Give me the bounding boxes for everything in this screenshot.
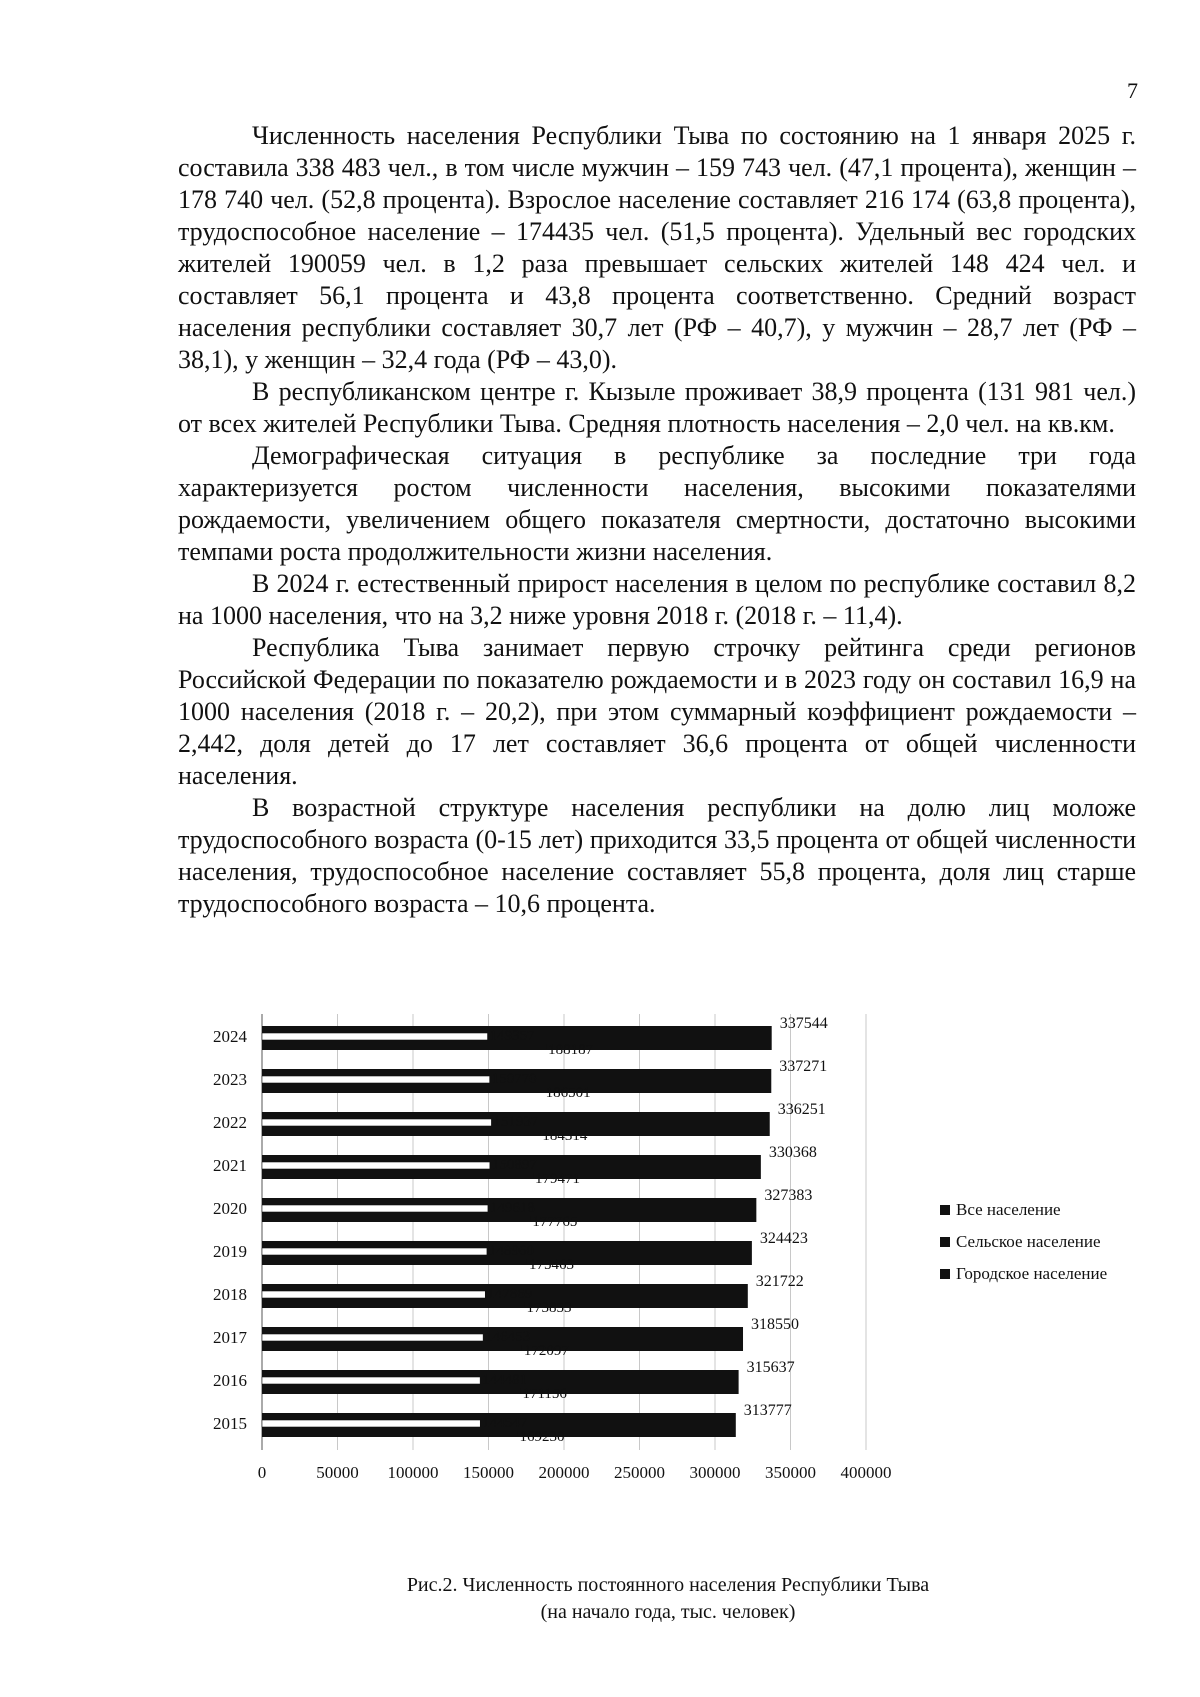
- data-label-rural: 147869: [487, 1286, 533, 1302]
- x-tick-label: 250000: [614, 1463, 665, 1482]
- legend-item-all: [940, 1200, 1107, 1220]
- data-label-rural: 144547: [482, 1415, 528, 1431]
- figure-caption: [0, 1572, 1200, 1626]
- bar-rural-population: [262, 1033, 488, 1040]
- bar-urban-population: [262, 1345, 522, 1350]
- paragraph: Республика Тыва занимает первую строчку рейтинга среди регионов Российской Федерации по показателю рождаемости и в 2023 году он составил 16,9 на 1000 населения (2018 г. – 20,2), при этом суммарный коэффициент рождаемости – 2,442, доля детей до 17 лет составляет 36,6 процента от общей численности населения.: [178, 633, 1136, 790]
- bar-rural-population: [262, 1291, 485, 1298]
- legend-swatch-icon: [940, 1205, 950, 1215]
- legend-swatch-icon: [940, 1237, 950, 1247]
- y-category-label: 2021: [213, 1156, 247, 1175]
- bar-urban-population: [262, 1044, 546, 1049]
- legend-swatch-icon: [940, 1269, 950, 1279]
- bar-urban-population: [262, 1130, 540, 1135]
- legend-label: Все население: [956, 1200, 1061, 1219]
- bar-urban-population: [262, 1388, 520, 1393]
- paragraph: Демографическая ситуация в республике за последние три года характеризуется ростом численности населения, высокими показателями рождаемости, увеличением общего показателя смертности, достаточно высокими темпами роста продолжительности жизни населения.: [178, 441, 1136, 566]
- data-label-urban: 172097: [523, 1343, 569, 1359]
- chart-legend: [940, 1200, 1107, 1296]
- data-label-urban: 171156: [522, 1386, 567, 1402]
- y-category-label: 2015: [213, 1414, 247, 1433]
- bar-urban-population: [262, 1087, 544, 1092]
- x-tick-label: 400000: [840, 1463, 892, 1482]
- data-label-urban: 173853: [526, 1300, 572, 1316]
- x-tick-label: 100000: [387, 1463, 439, 1482]
- bar-rural-population: [262, 1420, 480, 1427]
- bar-rural-population: [262, 1377, 480, 1384]
- y-category-label: 2024: [213, 1027, 247, 1046]
- y-category-label: 2023: [213, 1070, 247, 1089]
- y-category-label: 2018: [213, 1285, 247, 1304]
- bar-urban-population: [262, 1173, 533, 1178]
- legend-label: Городское население: [956, 1264, 1108, 1283]
- data-label-all: 337271: [779, 1058, 828, 1075]
- data-label-rural: 151937: [493, 1114, 539, 1130]
- data-label-urban: 186501: [545, 1085, 591, 1101]
- bar-rural-population: [262, 1334, 483, 1341]
- bar-rural-population: [262, 1119, 491, 1126]
- data-label-all: 327383: [764, 1187, 813, 1204]
- page-number: 7: [1127, 78, 1138, 103]
- x-tick-label: 150000: [463, 1463, 514, 1482]
- data-label-urban: 188187: [548, 1042, 594, 1058]
- data-label-all: 321722: [755, 1273, 804, 1290]
- body-text: [178, 120, 1136, 920]
- data-label-rural: 149618: [489, 1200, 535, 1216]
- legend-label: Сельское население: [956, 1232, 1101, 1251]
- x-tick-label: 350000: [765, 1463, 816, 1482]
- paragraph: В возрастной структуре населения республики на долю лиц моложе трудоспособного возраста (0-15 лет) приходится 33,5 процента от общей численности населения, трудоспособное население составляет 55,8 процента, доля лиц старше трудоспособного возраста – 10,6 процента.: [178, 793, 1136, 918]
- data-label-rural: 146453: [485, 1329, 531, 1345]
- paragraph: Численность населения Республики Тыва по состоянию на 1 января 2025 г. составила 338 483 чел., в том числе мужчин – 159 743 чел. (47,1 процента), женщин – 178 740 чел. (52,8 процента). Взрослое население составляет 216 174 (63,8 процента), трудоспособное население – 174435 чел. (51,5 процента). Удельный вес городских жителей 190059 чел. в 1,2 раза превышает сельских жителей 148 424 чел. и составляет 56,1 процента и 43,8 процента соответственно. Средний возраст населения республики составляет 30,7 лет (РФ – 40,7), у мужчин – 28,7 лет (РФ – 38,1), у женщин – 32,4 года (РФ – 43,0).: [178, 121, 1136, 374]
- data-label-urban: 177765: [532, 1214, 578, 1230]
- data-label-rural: 150897: [491, 1157, 537, 1173]
- paragraph: В 2024 г. естественный прирост населения в целом по республике составил 8,2 на 1000 населения, что на 3,2 ниже уровня 2018 г. (2018 г. – 11,4).: [178, 569, 1136, 630]
- bar-rural-population: [262, 1205, 488, 1212]
- bar-rural-population: [262, 1076, 490, 1083]
- paragraph: В республиканском центре г. Кызыле проживает 38,9 процента (131 981 чел.) от всех жителей Республики Тыва. Средняя плотность населения – 2,0 чел. на кв.км.: [178, 377, 1136, 438]
- data-label-rural: 150770: [491, 1071, 537, 1087]
- data-label-all: 315637: [746, 1359, 795, 1376]
- x-tick-label: 300000: [689, 1463, 741, 1482]
- y-category-label: 2017: [213, 1328, 247, 1347]
- data-label-urban: 169230: [519, 1429, 565, 1445]
- caption-line: Рис.2. Численность постоянного населения Республики Тыва: [406, 1574, 930, 1596]
- bar-rural-population: [262, 1162, 490, 1169]
- bar-urban-population: [262, 1431, 518, 1436]
- bar-urban-population: [262, 1302, 525, 1307]
- y-category-label: 2022: [213, 1113, 247, 1132]
- data-label-all: 324423: [759, 1230, 808, 1247]
- data-label-rural: 144481: [482, 1372, 528, 1388]
- x-tick-label: 0: [257, 1463, 267, 1482]
- y-category-label: 2019: [213, 1242, 247, 1261]
- x-tick-label: 200000: [538, 1463, 590, 1482]
- data-label-all: 330368: [768, 1144, 817, 1161]
- y-category-label: 2020: [213, 1199, 247, 1218]
- y-category-label: 2016: [213, 1371, 247, 1390]
- caption-line: (на начало года, тыс. человек): [540, 1601, 796, 1623]
- data-label-rural: 149357: [489, 1028, 535, 1044]
- data-label-urban: 175463: [528, 1257, 574, 1273]
- data-label-all: 336251: [777, 1101, 826, 1118]
- data-label-all: 318550: [751, 1316, 800, 1333]
- bar-rural-population: [262, 1248, 487, 1255]
- bar-urban-population: [262, 1259, 527, 1264]
- data-label-rural: 148960: [488, 1243, 534, 1259]
- bar-urban-population: [262, 1216, 530, 1221]
- data-label-all: 313777: [743, 1402, 792, 1419]
- data-label-all: 337544: [779, 1015, 828, 1032]
- data-label-urban: 184314: [542, 1128, 588, 1144]
- legend-item-urban: [940, 1264, 1107, 1284]
- data-label-urban: 179471: [535, 1171, 581, 1187]
- x-tick-label: 50000: [316, 1463, 359, 1482]
- legend-item-rural: [940, 1232, 1107, 1252]
